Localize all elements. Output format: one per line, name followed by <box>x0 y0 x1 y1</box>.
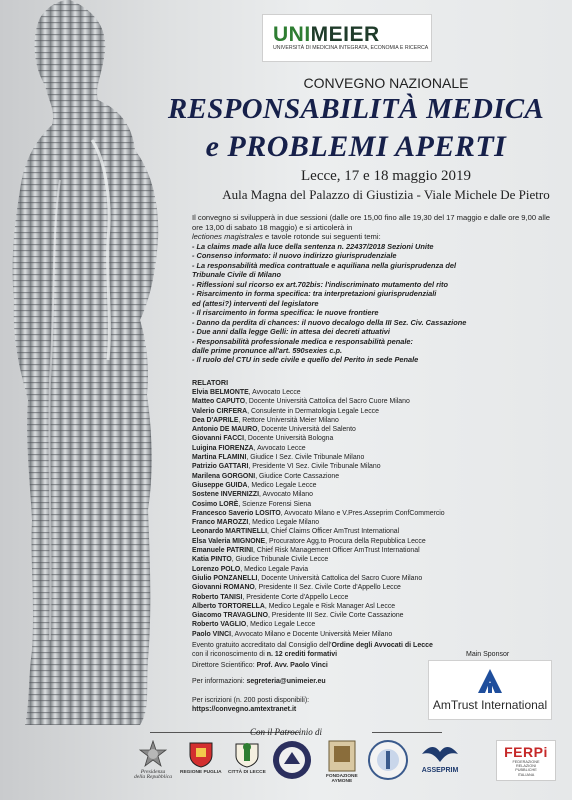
speaker-item <box>192 611 562 620</box>
speaker-role: , Consulente in Dermatologia Legale Lecce <box>247 407 379 415</box>
speaker-item <box>192 537 562 546</box>
intro-italic: lectiones magistrales <box>192 232 263 242</box>
speaker-role: , Docente Università Cattolica del Sacro Cuore Milano <box>257 574 423 582</box>
event-title-line1: RESPONSABILITÀ MEDICA <box>167 93 545 125</box>
topic-item: - Riflessioni sul ricorso ex art.702bis: l'indiscriminato mutamento del rito <box>192 279 448 289</box>
ferpi-logo <box>496 740 556 781</box>
presidenza-logo <box>134 740 172 781</box>
event-date: Lecce, 17 e 18 maggio 2019 <box>301 168 471 184</box>
amtrust-a-icon <box>477 668 503 694</box>
speaker-name: Matteo CAPUTO <box>192 398 246 406</box>
registration-url-link[interactable]: https://convegno.amtextranet.it <box>192 706 297 713</box>
speaker-item <box>192 500 562 509</box>
speaker-name: Sostene INVERNIZZI <box>192 491 260 499</box>
speaker-item <box>192 527 562 536</box>
citta-lecce-logo <box>228 740 266 775</box>
scientific-director: Direttore Scientifico: Prof. Avv. Paolo Vinci <box>192 662 328 669</box>
event-type: CONVEGNO NAZIONALE <box>303 75 469 91</box>
info-contact: Per informazioni: segreteria@unimeier.eu <box>192 678 326 685</box>
speaker-role: , Presidente II Sez. Civile Corte d'Appello Lecce <box>254 584 401 592</box>
fondazione-aymone-logo <box>326 740 358 785</box>
speaker-item <box>192 620 562 629</box>
speaker-name: Elvia BELMONTE <box>192 389 249 396</box>
speaker-name: Katia PINTO <box>192 556 232 564</box>
speaker-item <box>192 565 562 574</box>
speaker-item <box>192 490 562 499</box>
topic-item: - La claims made alla luce della sentenza n. 22437/2018 Sezioni Unite <box>192 242 434 251</box>
speakers-list <box>192 388 562 639</box>
ferpi-box <box>496 740 556 781</box>
speaker-role: , Medico Legale Lecce <box>246 621 316 629</box>
topic-item: - Consenso informato: il nuovo indirizzo giurisprudenziale <box>192 251 397 261</box>
regione-puglia-logo <box>180 740 222 775</box>
presidenza-caption: Presidenza della Repubblica <box>134 769 173 781</box>
speaker-role: , Rettore Università Meier Milano <box>238 416 339 424</box>
italian-republic-emblem-icon <box>139 740 167 768</box>
speaker-role: , Chief Claims Officer AmTrust International <box>267 528 400 536</box>
fondazione-aymone-icon <box>328 740 356 772</box>
speaker-role: , Avvocato Lecce <box>248 389 301 396</box>
speaker-name: Emanuele PATRINI <box>192 547 254 555</box>
speaker-item <box>192 509 562 518</box>
speaker-name: Roberto TANISI <box>192 593 243 601</box>
intro-paragraph: Il convegno si svilupperà in due sessioni (dalle ore 15,00 fino alle 19,30 del 17 maggio e dalle ore 9,00 alle ore 13,00 di sabato 18 maggio) e si articolerà in lectiones magistrales e tavole rotonde sui seguenti temi: <box>192 213 550 242</box>
registration-info: Per iscrizioni (n. 200 posti disponibili): https://convegno.amtextranet.it <box>192 697 310 713</box>
speaker-name: Roberto VAGLIO <box>192 621 247 629</box>
speaker-name: Franco MAROZZI <box>192 519 249 527</box>
speaker-role: , Docente Università del Salento <box>257 426 356 434</box>
topic-item: - Responsabilità professionale medica e responsabilità penale: dalle prime pronunce all'art. 590sexies c.p. <box>192 336 413 355</box>
speaker-role: , Chief Risk Management Officer AmTrust International <box>253 547 420 555</box>
speaker-role: , Procuratore Agg.to Procura della Repubblica Lecce <box>265 537 426 545</box>
speaker-role: , Avvocato Milano e Docente Università Meier Milano <box>231 630 393 638</box>
speaker-item <box>192 462 562 471</box>
speaker-role: , Presidente III Sez. Civile Corte Cassazione <box>267 612 404 620</box>
topics-list <box>192 242 562 365</box>
speaker-item <box>192 416 562 425</box>
speaker-item <box>192 574 562 583</box>
speaker-role: , Avvocato Lecce <box>253 444 306 452</box>
speaker-role: , Medico Legale Milano <box>248 519 320 527</box>
speaker-name: Cosimo LORÈ <box>192 500 239 508</box>
camera-civile-seal-icon <box>272 740 312 780</box>
speaker-name: Lorenzo POLO <box>192 565 241 573</box>
topic-item: - Risarcimento in forma specifica: tra interpretazioni giurisprudenziali ed (attesi?) interventi del legislatore <box>192 289 437 308</box>
sponsor-name: AmTrust International <box>432 698 548 712</box>
speaker-name: Giovanni FACCI <box>192 435 245 443</box>
speaker-name: Valerio CIRFERA <box>192 407 248 415</box>
asseprim-eagle-icon <box>420 740 460 766</box>
speaker-name: Leonardo MARTINELLI <box>192 528 268 536</box>
speaker-item <box>192 388 562 397</box>
ferpi-subtitle: FEDERAZIONE RELAZIONI PUBBLICHE ITALIANA <box>512 760 540 777</box>
speaker-name: Giovanni ROMANO <box>192 584 255 592</box>
speaker-item <box>192 407 562 416</box>
speaker-item <box>192 583 562 592</box>
speaker-role: , Giudice Tribunale Civile Lecce <box>231 556 329 564</box>
speaker-role: , Docente Università Bologna <box>244 435 334 443</box>
speaker-role: , Giudice I Sez. Civile Tribunale Milano <box>246 454 365 462</box>
speaker-role: , Medico Legale e Risk Manager Asl Lecce <box>264 602 396 610</box>
speaker-item <box>192 481 562 490</box>
topic-item: - Danno da perdita di chances: il nuovo decalogo della III Sez. Civ. Cassazione <box>192 317 467 327</box>
speaker-item <box>192 593 562 602</box>
topic-item: - La responsabilità medica contrattuale e aquiliana nella giurisprudenza del Tribunale Civile di Milano <box>192 260 457 280</box>
camera-civile-logo <box>272 740 312 780</box>
asseprim-caption: ASSEPRIM <box>421 767 459 774</box>
speaker-role: , Presidente Corte d'Appello Lecce <box>242 593 349 601</box>
fondazione-aymone-caption: FONDAZIONE AYMONE <box>326 774 358 785</box>
unimeier-logo <box>262 14 432 62</box>
speaker-name: Giulio PONZANELLI <box>192 574 258 582</box>
speakers-heading: RELATORI <box>192 378 229 387</box>
speaker-name: Luigina FIORENZA <box>192 444 254 452</box>
speaker-item <box>192 518 562 527</box>
event-title-line2: e PROBLEMI APERTI <box>205 130 507 163</box>
contact-email-link[interactable]: segreteria@unimeier.eu <box>246 678 326 685</box>
logo-subtitle: UNIVERSITÀ DI MEDICINA INTEGRATA, ECONOMIA E RICERCA <box>273 45 429 51</box>
speaker-name: Dea D'APRILE <box>192 416 239 424</box>
speaker-item <box>192 472 562 481</box>
speaker-item <box>192 630 562 639</box>
speaker-item <box>192 425 562 434</box>
main-sponsor-label: Main Sponsor <box>466 651 510 658</box>
topic-item: - Il risarcimento in forma specifica: le nuove frontiere <box>192 308 379 318</box>
speaker-item <box>192 453 562 462</box>
topic-item: - Due anni dalla legge Gelli: in attesa dei decreti attuativi <box>192 327 390 337</box>
amtrust-sponsor-logo <box>428 660 552 720</box>
topic-item: - Il ruolo del CTU in sede civile e quello del Perito in sede Penale <box>192 355 419 365</box>
speaker-name: Giacomo TRAVAGLINO <box>192 612 268 620</box>
patron-logos <box>0 740 572 800</box>
asseprim-logo <box>420 740 460 773</box>
speaker-name: Paolo VINCI <box>192 630 232 638</box>
speaker-role: , Giudice Corte Cassazione <box>255 472 340 480</box>
speaker-name: Antonio DE MAURO <box>192 426 258 434</box>
speaker-name: Patrizio GATTARI <box>192 463 249 471</box>
speaker-name: Giuseppe GUIDA <box>192 481 248 489</box>
logo-text <box>273 25 428 51</box>
speaker-role: , Avvocato Milano e V.Pres.Asseprim ConfCommercio <box>280 509 445 517</box>
medical-association-logo <box>368 740 408 780</box>
speaker-item <box>192 434 562 443</box>
patronage-heading: Con il Patrocinio di <box>250 727 322 737</box>
ferpi-title: FERPi <box>504 744 548 760</box>
speaker-name: Francesco Saverio LOSITO <box>192 509 281 517</box>
speaker-role: , Medico Legale Lecce <box>247 481 317 489</box>
speaker-item <box>192 546 562 555</box>
speaker-item <box>192 397 562 406</box>
speaker-item <box>192 555 562 564</box>
accreditation-note: Evento gratuito accreditato dal Consiglio dell'Ordine degli Avvocati di Lecce con il riconoscimento di n. 12 crediti formativi <box>192 642 433 658</box>
logo-title: UNIMEIER <box>273 23 380 46</box>
speaker-name: Elsa Valeria MIGNONE <box>192 537 266 545</box>
speaker-name: Martina FLAMINI <box>192 454 247 462</box>
citta-di-lecce-crest-icon <box>234 740 260 768</box>
event-place: Aula Magna del Palazzo di Giustizia - Viale Michele De Pietro <box>222 187 550 202</box>
speaker-role: , Scienze Forensi Siena <box>238 500 312 508</box>
regione-puglia-crest-icon <box>188 740 214 768</box>
speaker-name: Alberto TORTORELLA <box>192 602 265 610</box>
speaker-role: , Docente Università Cattolica del Sacro Cuore Milano <box>245 398 410 406</box>
speaker-item <box>192 444 562 453</box>
speaker-role: , Avvocato Milano <box>259 491 313 499</box>
speaker-role: , Medico Legale Pavia <box>240 565 309 573</box>
speaker-role: , Presidente VI Sez. Civile Tribunale Milano <box>248 463 381 471</box>
citta-lecce-caption: CITTÀ DI LECCE <box>228 770 266 775</box>
regione-puglia-caption: REGIONE PUGLIA <box>180 770 222 775</box>
speaker-name: Marilena GORGONI <box>192 472 256 480</box>
medical-association-seal-icon <box>368 740 408 780</box>
speaker-item <box>192 602 562 611</box>
